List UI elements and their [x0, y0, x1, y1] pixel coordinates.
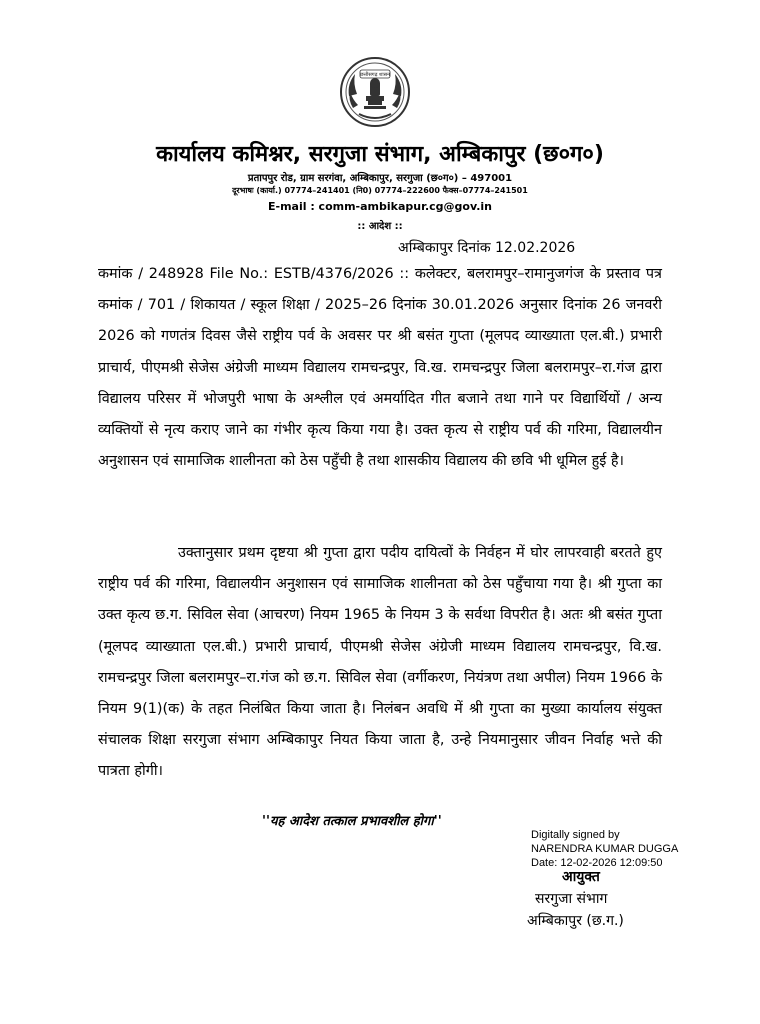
office-address: प्रतापपुर रोड, ग्राम सरगंवा, अम्बिकापुर, सरगुजा (छ०ग०) – 497001 [247, 173, 513, 184]
signatory-title: आयुक्त [562, 869, 600, 885]
signatory-division: सरगुजा संभाग [535, 891, 608, 907]
state-emblem-icon [339, 56, 411, 128]
digital-signature-line-1: Digitally signed by [531, 829, 620, 841]
office-phone: दूरभाषः (कार्या.) 07774–241401 (नि0) 07774–222600 फैक्स–07774–241501 [232, 186, 528, 195]
order-date: अम्बिकापुर दिनांक 12.02.2026 [398, 240, 576, 256]
digital-signature [531, 828, 678, 870]
effective-note: ''यह आदेश तत्काल प्रभावशील होगा'' [262, 814, 442, 829]
order-heading: :: आदेश :: [357, 221, 403, 232]
office-email: E-mail : comm-ambikapur.cg@gov.in [267, 200, 493, 213]
signatory-place: अम्बिकापुर (छ.ग.) [527, 913, 624, 929]
emblem-text: छत्तीसगढ़ शासन [360, 72, 390, 78]
order-paragraph-2: उक्तानुसार प्रथम दृष्टया श्री गुप्ता द्वारा पदीय दायित्वों के निर्वहन में घोर लापरवाही बरतते हुए राष्ट्रीय पर्व की गरिमा, विद्यालयीन अनुशासन एवं सामाजिक शालीनता को ठेस पहुँचाया गया है। श्री गुप्ता का उक्त कृत्य छ.ग. सिविल सेवा (आचरण) नियम 1965 के नियम 3 के सर्वथा विपरीत है। अतः श्री बसंत गुप्ता (मूलपद व्याख्याता एल.बी.) प्रभारी प्राचार्य, पीएमश्री सेजेस अंग्रेजी माध्यम विद्यालय रामचन्द्रपुर, वि.ख. रामचन्द्रपुर जिला बलरामपुर–रा.गंज को छ.ग. सिविल सेवा (वर्गीकरण, नियंत्रण तथा अपील) नियम 1966 के नियम 9(1)(क) के तहत निलंबित किया जाता है। निलंबन अवधि में श्री गुप्ता का मुख्या कार्यालय संयुक्त संचालक शिक्षा सरगुजा संभाग अम्बिकापुर नियत किया जाता है, उन्हे नियमानुसार जीवन निर्वाह भत्ते की पात्रता होगी। [98, 545, 662, 780]
order-paragraph-1: कमांक / 248928 File No.: ESTB/4376/2026 :: कलेक्टर, बलरामपुर–रामानुजगंज के प्रस्ताव पत्र कमांक / 701 / शिकायत / स्कूल शिक्षा / 2025–26 दिनांक 30.01.2026 अनुसार दिनांक 26 जनवरी 2026 को गणतंत्र दिवस जैसे राष्ट्रीय पर्व के अवसर पर श्री बसंत गुप्ता (मूलपद व्याख्याता एल.बी.) प्रभारी प्राचार्य, पीएमश्री सेजेस अंग्रेजी माध्यम विद्यालय रामचन्द्रपुर, वि.ख. रामचन्द्रपुर जिला बलरामपुर–रा.गंज द्वारा विद्यालय परिसर में भोजपुरी भाषा के अश्लील एवं अमर्यादित गीत बजाने तथा गाने पर विद्यार्थियों / अन्य व्यक्तियों से नृत्य कराए जाने का गंभीर कृत्य किया गया है। उक्त कृत्य से राष्ट्रीय पर्व की गरिमा, विद्यालयीन अनुशासन एवं सामाजिक शालीनता को ठेस पहुँची है तथा शासकीय विद्यालय की छवि भी धूमिल हुई है। [98, 266, 662, 470]
digital-signature-line-3: Date: 12-02-2026 12:09:50 [531, 857, 663, 869]
digital-signature-line-2: NARENDRA KUMAR DUGGA [531, 843, 679, 855]
office-title: कार्यालय कमिश्नर, सरगुजा संभाग, अम्बिकापुर (छ०ग०) [156, 142, 604, 167]
